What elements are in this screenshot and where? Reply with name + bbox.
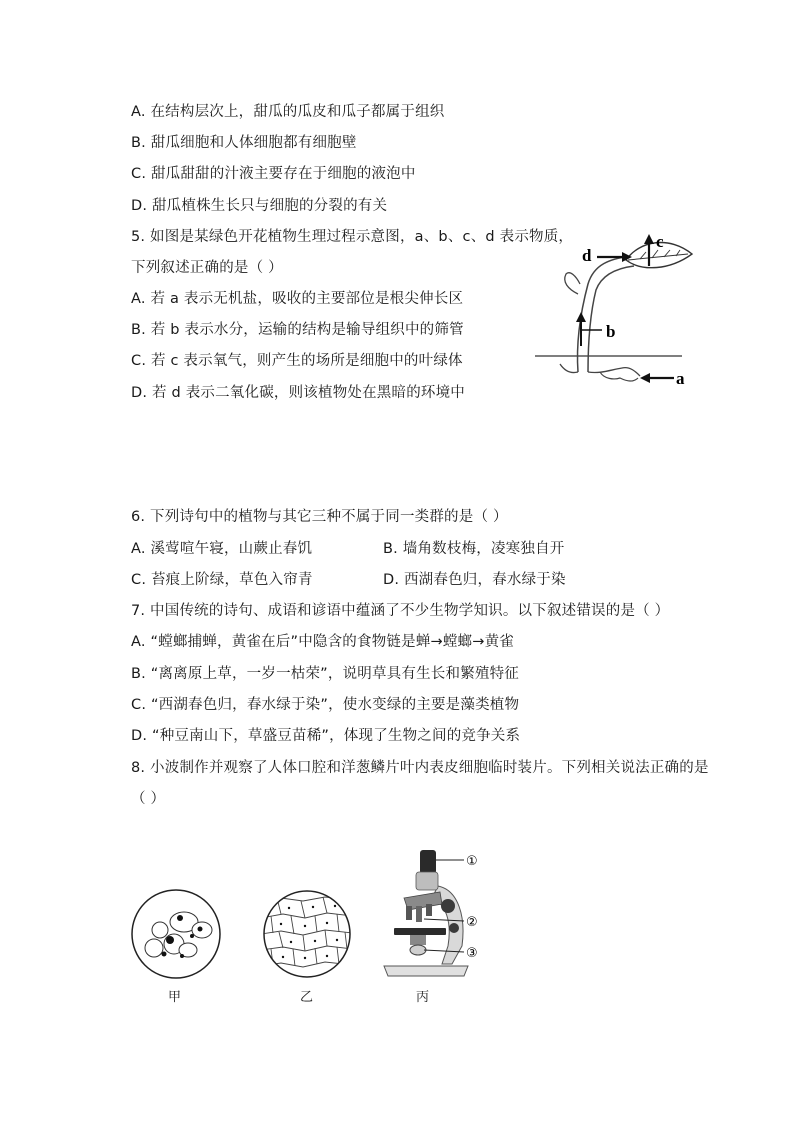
q5-option-c: C. 若 c 表示氧气，则产生的场所是细胞中的叶绿体 [131,353,463,369]
figure-bing-microscope [380,846,490,980]
q8-stem: 8. 小波制作并观察了人体口腔和洋葱鳞片叶内表皮细胞临时装片。下列相关说法正确的是 [131,760,709,776]
label-b: b [606,322,616,341]
q6-option-b: B. 墙角数枝梅，凌寒独自开 [383,541,565,557]
q5-stem-line2: 下列叙述正确的是（ ） [131,260,283,276]
label-c: c [656,232,664,251]
label-2: ② [466,915,478,930]
q5-option-b: B. 若 b 表示水分，运输的结构是输导组织中的筛管 [131,322,464,338]
label-d: d [582,246,592,265]
q7-option-c: C. “西湖春色归，春水绿于染”，使水变绿的主要是藻类植物 [131,697,520,713]
q5-option-d: D. 若 d 表示二氧化碳，则该植物处在黑暗的环境中 [131,385,466,401]
q4-option-c: C. 甜瓜甜甜的汁液主要存在于细胞的液泡中 [131,166,416,182]
label-3: ③ [466,946,478,961]
q6-option-a: A. 溪莺喧午寝，山蕨止春饥 [131,541,313,557]
q4-option-d: D. 甜瓜植株生长只与细胞的分裂的有关 [131,198,388,214]
plant-process-figure [530,224,690,388]
caption-jia: 甲 [168,990,182,1005]
caption-bing: 丙 [416,990,430,1005]
q6-stem: 6. 下列诗句中的植物与其它三种不属于同一类群的是（ ） [131,509,508,525]
label-a: a [676,369,685,388]
q7-option-d: D. “种豆南山下，草盛豆苗稀”，体现了生物之间的竞争关系 [131,728,521,744]
caption-yi: 乙 [300,990,314,1005]
q7-stem: 7. 中国传统的诗句、成语和谚语中蕴涵了不少生物学知识。以下叙述错误的是（ ） [131,603,670,619]
q4-option-b: B. 甜瓜细胞和人体细胞都有细胞壁 [131,135,357,151]
q6-option-d: D. 西湖春色归，春水绿于染 [383,572,566,588]
q7-option-b: B. “离离原上草，一岁一枯荣”，说明草具有生长和繁殖特征 [131,666,519,682]
figure-yi-onion-cells [261,888,353,980]
q4-option-a: A. 在结构层次上，甜瓜的瓜皮和瓜子都属于组织 [131,104,445,120]
q7-option-a: A. “螳螂捕蝉，黄雀在后”中隐含的食物链是蝉→螳螂→黄雀 [131,634,515,650]
q6-option-c: C. 苔痕上阶绿，草色入帘青 [131,572,313,588]
q5-stem-line1: 5. 如图是某绿色开花植物生理过程示意图，a、b、c、d 表示物质， [131,229,574,245]
label-1: ① [466,854,478,869]
q5-option-a: A. 若 a 表示无机盐，吸收的主要部位是根尖伸长区 [131,291,464,307]
q8-paren: （ ） [131,791,166,807]
figure-jia-cheek-cells [130,888,222,980]
